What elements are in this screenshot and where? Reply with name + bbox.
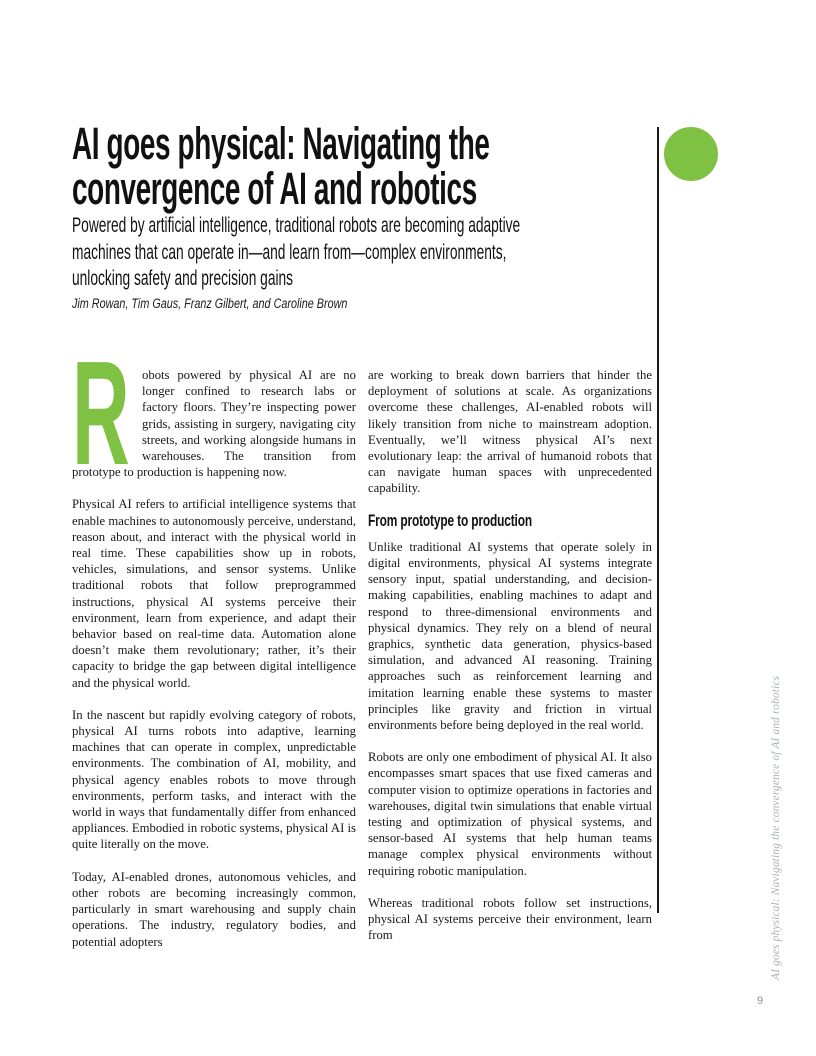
opening-paragraph [72, 331, 356, 496]
paragraph: Unlike traditional AI systems that operate solely in digital environments, physical AI systems integrate sensory input, spatial understanding, and decision-making capabilities, enabling machines to adapt and respond to three-dimensional environments and physical dynamics. They rely on a blend of neural graphics, synthetic data generation, physics-based simulation, and advanced AI reasoning. Training approaches such as reinforcement learning and imitation learning enable these systems to master principles like gravity and friction in virtual environments before being deployed in the real world. [368, 539, 652, 733]
title-line-2: convergence of AI and robotics [72, 163, 477, 214]
paragraph-continuation: are working to break down barriers that hinder the deployment of solutions at scale. As organizations overcome these challenges, AI-enabled robots will likely transition from niche to mainstream adoption. Eventually, we’ll witness physical AI’s next evolutionary leap: the arrival of humanoid robots that can navigate human spaces with unprecedented capability. [368, 368, 652, 496]
paragraph-text: obots powered by physical AI are no longer confined to research labs or factory floors. They’re inspecting power grids, assisting in surgery, navigating city streets, and working alongside humans in warehouses. The transition from prototype to production is happening now. [72, 368, 356, 480]
section-heading: From prototype to production [368, 510, 532, 530]
title-line-1: AI goes physical: Navigating the [72, 118, 490, 169]
drop-cap-letter: R [72, 331, 130, 496]
deck-line-2: machines that can operate in—and learn from—complex environments, [72, 239, 507, 264]
left-column [72, 331, 356, 966]
paragraph: Whereas traditional robots follow set instructions, physical AI systems perceive their environment, learn from [368, 895, 652, 943]
paragraph: Physical AI refers to artificial intelligence systems that enable machines to autonomously perceive, understand, reason about, and interact with the physical world in real time. These capabilities show up in robots, vehicles, simulations, and sensor systems. Unlike traditional robots that follow preprogrammed instructions, physical AI systems perceive their environment, learn from experience, and adapt their behavior based on real-time data. Automation alone doesn’t make them revolutionary; rather, it’s their capacity to bridge the gap between digital intelligence and the physical world. [72, 497, 356, 690]
paragraph: Today, AI-enabled drones, autonomous vehicles, and other robots are becoming increasingly common, particularly in smart warehousing and supply chain operations. The industry, regulatory bodies, and potential adopters [72, 869, 356, 949]
byline: Jim Rowan, Tim Gaus, Franz Gilbert, and Caroline Brown [72, 296, 348, 311]
deck-line-3: unlocking safety and precision gains [72, 266, 294, 290]
article-deck [72, 212, 772, 292]
running-side-caption: AI goes physical: Navigating the convergence of AI and robotics [770, 675, 782, 980]
deck-line-1: Powered by artificial intelligence, traditional robots are becoming adaptive [72, 213, 521, 237]
drop-cap [72, 331, 142, 496]
green-circle-decoration [664, 127, 718, 181]
column-divider-rule [657, 127, 659, 913]
page-title [72, 118, 745, 214]
paragraph: Robots are only one embodiment of physical AI. It also encompasses smart spaces that use fixed cameras and computer vision to optimize operations in factories and warehouses, digital twin simulations that enable virtual testing and optimization of physical systems, and sensor-based AI systems that help human teams manage complex physical environments without requiring robotic manipulation. [368, 750, 652, 878]
paragraph: In the nascent but rapidly evolving category of robots, physical AI turns robots into adaptive, learning machines that can operate in complex, unpredictable environments. The combination of AI, mobility, and physical agency enables robots to move through environments, perform tasks, and interact with the world in ways that fundamentally differ from enhanced appliances. Embodied in robotic systems, physical AI is quite literally on the move. [72, 707, 356, 852]
page-number: 9 [757, 995, 764, 1007]
right-column [368, 367, 652, 960]
